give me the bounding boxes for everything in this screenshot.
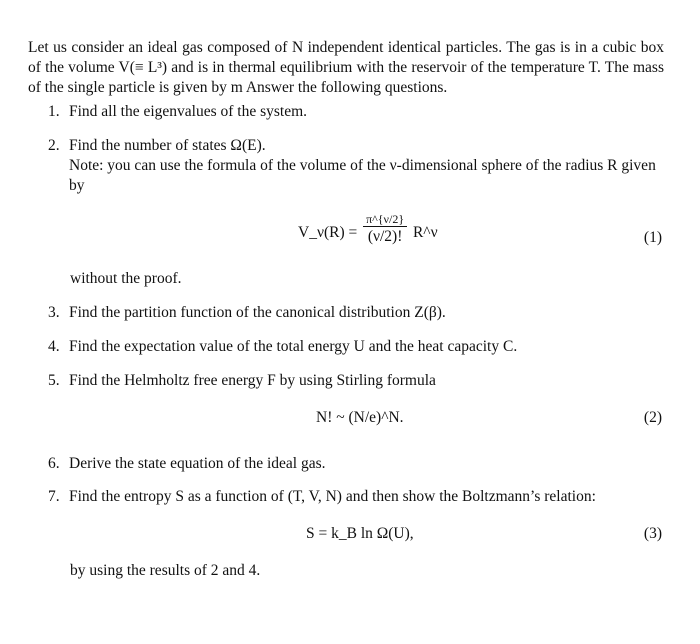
fraction-denominator: (ν/2)! — [363, 226, 407, 247]
equation-2 — [0, 408, 700, 452]
equation-label: (3) — [643, 525, 662, 542]
equation-lhs: V_ν(R) = — [298, 224, 358, 242]
after-equation-1: without the proof. — [70, 270, 182, 287]
equation-rhs: R^ν — [412, 224, 438, 242]
question-text: Find all the eigenvalues of the system. — [69, 103, 308, 120]
after-equation-3: by using the results of 2 and 4. — [70, 562, 261, 579]
equation-body: N! ~ (N/e)^N. — [316, 409, 404, 426]
question-text: Find the partition function of the canonical distribution Z(β). — [69, 304, 446, 321]
question-text: Find the number of states Ω(E). — [69, 137, 266, 154]
intro-paragraph: Let us consider an ideal gas composed of N independent identical particles. The gas is in a cubic box of the volume V(≡ L³) and is in thermal equilibrium with the reservoir of the temperature T. The mass of the single particle is given by m Answer the following questions. — [28, 39, 664, 96]
question-note: Note: you can use the formula of the volume of the ν-dimensional sphere of the radius R given by — [69, 157, 656, 194]
fraction-numerator: π^{ν/2} — [366, 212, 405, 226]
question-number: 4. — [48, 338, 60, 355]
question-text: Find the Helmholtz free energy F by using Stirling formula — [69, 372, 436, 389]
question-number: 1. — [48, 103, 60, 120]
equation-label: (2) — [643, 409, 662, 426]
question-number: 2. — [48, 137, 60, 154]
question-number: 6. — [48, 455, 60, 472]
question-text: Find the expectation value of the total energy U and the heat capacity C. — [69, 338, 518, 355]
equation-label: (1) — [643, 229, 662, 246]
equation-1 — [0, 212, 700, 256]
question-number: 3. — [48, 304, 60, 321]
equation-body: S = k_B ln Ω(U), — [306, 525, 414, 542]
question-text: Find the entropy S as a function of (T, V, N) and then show the Boltzmann’s relation: — [69, 488, 596, 505]
equation-fraction — [363, 212, 407, 247]
equation-body — [298, 212, 438, 247]
question-text: Derive the state equation of the ideal gas. — [69, 455, 326, 472]
question-number: 5. — [48, 372, 60, 389]
question-number: 7. — [48, 488, 60, 505]
